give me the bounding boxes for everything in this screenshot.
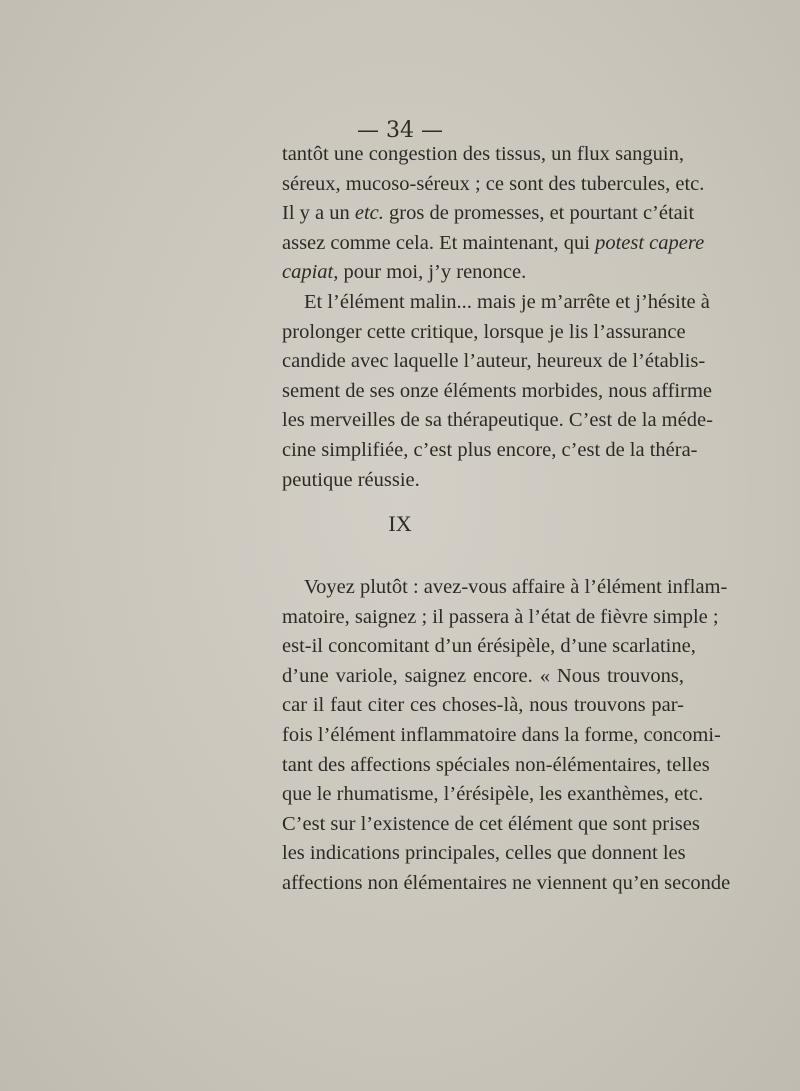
text-line: candide avec laquelle l’auteur, heureux de l’établis- (282, 350, 706, 373)
text-line: matoire, saignez ; il passera à l’état de fièvre simple ; (282, 605, 719, 628)
italic-word: capiat, (282, 261, 339, 284)
text-line: séreux, mucoso-séreux ; ce sont des tubercules, etc. (282, 172, 705, 195)
text-span: assez comme cela. Et maintenant, qui (282, 231, 590, 254)
text-line: affections non élémentaires ne viennent qu’en seconde (282, 871, 731, 894)
text-line: peutique réussie. (282, 468, 420, 491)
text-line: Et l’élément malin... mais je m’arrête et j’hésite à (304, 290, 710, 313)
text-line (282, 258, 684, 288)
text-block-lower (282, 573, 731, 899)
text-span: pour moi, j’y renonce. (343, 261, 527, 284)
text-line: Voyez plutôt : avez-vous affaire à l’élément inflam- (304, 576, 728, 598)
text-line: car il faut citer ces choses-là, nous trouvons par- (282, 694, 684, 717)
text-line: que le rhumatisme, l’érésipèle, les exanthèmes, etc. (282, 783, 704, 806)
text-line: tantôt une congestion des tissus, un flux sanguin, (282, 143, 684, 165)
text-line (282, 199, 695, 229)
text-span: Il y a un (282, 202, 350, 225)
text-line: fois l’élément inflammatoire dans la forme, concomi- (282, 723, 721, 746)
text-line: prolonger cette critique, lorsque je lis l’assurance (282, 320, 686, 343)
text-line: d’une variole, saignez encore. « Nous trouvons, (282, 664, 684, 687)
section-heading: IX (388, 511, 412, 536)
text-block-upper (282, 140, 713, 495)
text-line: sement de ses onze éléments morbides, nous affirme (282, 379, 712, 402)
italic-phrase: potest capere (595, 231, 705, 254)
page-number: — 34 — (357, 118, 443, 143)
text-line (282, 229, 705, 259)
text-line: les indications principales, celles que donnent les (282, 842, 686, 865)
text-line: tant des affections spéciales non-élémentaires, telles (282, 753, 710, 776)
text-line: cine simplifiée, c’est plus encore, c’est de la théra- (282, 438, 698, 461)
italic-word: etc. (354, 202, 384, 225)
text-span: gros de promesses, et pourtant c’était (389, 202, 695, 225)
text-line: les merveilles de sa thérapeutique. C’est de la méde- (282, 409, 713, 432)
text-line: C’est sur l’existence de cet élément que sont prises (282, 812, 700, 835)
text-line: est-il concomitant d’un érésipèle, d’une scarlatine, (282, 635, 696, 658)
